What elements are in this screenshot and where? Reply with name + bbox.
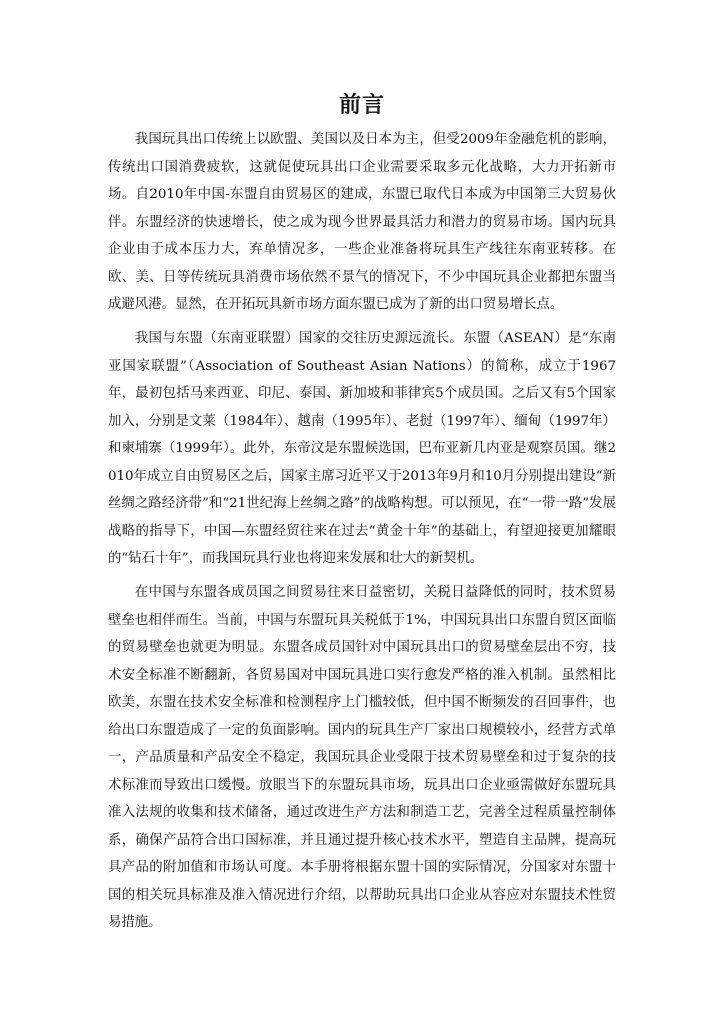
page-title: 前言 xyxy=(338,93,385,118)
paragraph-2: 我国与东盟（东南亚联盟）国家的交往历史源远流长。东盟（ASEAN）是“东南亚国家联盟”（Association of Southeast Asian Nations）的简称，成立于1967年，最初包括马来西亚、印尼、泰国、新加坡和菲律宾5个成员国。之后又有5个国家加入，分别是文莱（1984年）、越南（1995年）、老挝（1997年）、缅甸（1997年）和柬埔寨（1999年）。此外，东帝汶是东盟候选国，巴布亚新几内亚是观察员国。继2010年成立自由贸易区之后，国家主席习近平又于2013年9月和10月分别提出建设“新丝绸之路经济带”和“21世纪海上丝绸之路”的战略构想。可以预见，在“一带一路”发展战略的指导下，中国—东盟经贸往来在过去“黄金十年”的基础上，有望迎接更加耀眼的“钻石十年”，而我国玩具行业也将迎来发展和壮大的新契机。 xyxy=(108,331,616,566)
paragraph-3: 在中国与东盟各成员国之间贸易往来日益密切，关税日益降低的同时，技术贸易壁垒也相伴而生。当前，中国与东盟玩具关税低于1%，中国玩具出口东盟自贸区面临的贸易壁垒也就更为明显。东盟各成员国针对中国玩具出口的贸易壁垒层出不穷，技术安全标准不断翻新，各贸易国对中国玩具进口实行愈发严格的准入机制。虽然相比欧美，东盟在技术安全标准和检测程序上门槛较低，但中国不断频发的召回事件，也给出口东盟造成了一定的负面影响。国内的玩具生产厂家出口规模较小，经营方式单一，产品质量和产品安全不稳定，我国玩具企业受限于技术贸易壁垒和过于复杂的技术标准而导致出口缓慢。放眼当下的东盟玩具市场，玩具出口企业亟需做好东盟玩具准入法规的收集和技术储备，通过改进生产方法和制造工艺，完善全过程质量控制体系，确保产品符合出口国标准，并且通过提升核心技术水平，塑造自主品牌，提高玩具产品的附加值和市场认可度。本手册将根据东盟十国的实际情况，分国家对东盟十国的相关玩具标准及准入情况进行介绍，以帮助玩具出口企业从容应对东盟技术性贸易措施。 xyxy=(108,585,616,930)
paragraph-1: 我国玩具出口传统上以欧盟、美国以及日本为主，但受2009年金融危机的影响，传统出口国消费疲软，这就促使玩具出口企业需要采取多元化战略，大力开拓新市场。自2010年中国-东盟自由贸易区的建成，东盟已取代日本成为中国第三大贸易伙伴。东盟经济的快速增长，使之成为现今世界最具活力和潜力的贸易市场。国内玩具企业由于成本压力大，弃单情况多，一些企业准备将玩具生产线往东南亚转移。在欧、美、日等传统玩具消费市场依然不景气的情况下，不少中国玩具企业都把东盟当成避风港。显然，在开拓玩具新市场方面东盟已成为了新的出口贸易增长点。 xyxy=(108,132,616,312)
